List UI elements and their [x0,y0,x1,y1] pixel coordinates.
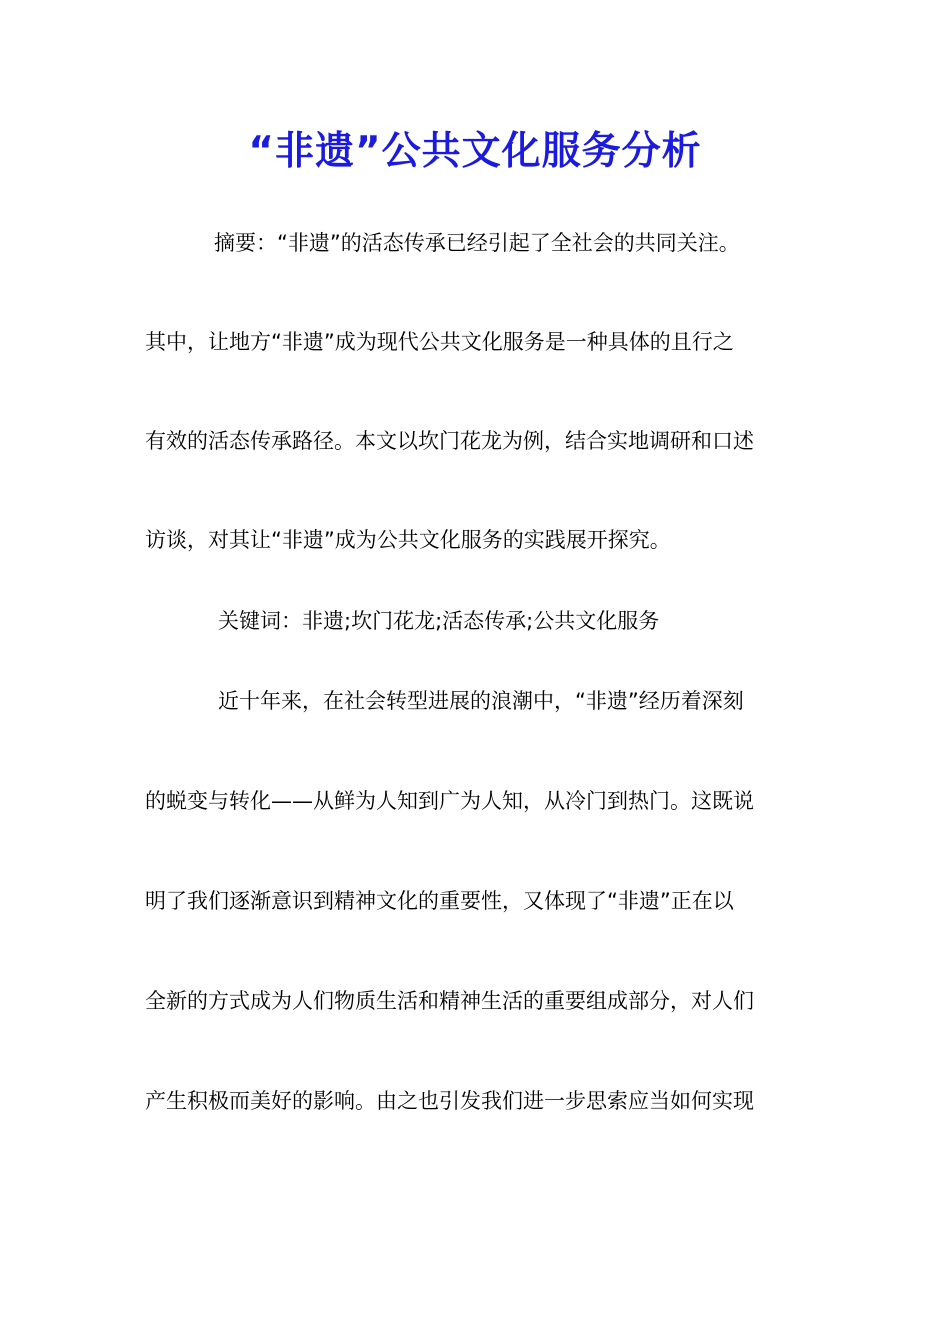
abstract-line-2: 其中，让地方“非遗”成为现代公共文化服务是一种具体的且行之 [145,330,734,354]
body-line-1: 近十年来，在社会转型进展的浪潮中，“非遗”经历着深刻 [218,689,744,713]
body-line-2: 的蜕变与转化——从鲜为人知到广为人知，从冷门到热门。这既说 [145,789,754,813]
body-line-5: 产生积极而美好的影响。由之也引发我们进一步思索应当如何实现 [145,1089,754,1113]
abstract-line-4: 访谈，对其让“非遗”成为公共文化服务的实践展开探究。 [145,528,671,552]
body-line-4: 全新的方式成为人们物质生活和精神生活的重要组成部分，对人们 [145,989,754,1013]
abstract-line-3: 有效的活态传承路径。本文以坎门花龙为例，结合实地调研和口述 [145,429,754,453]
body-line-3: 明了我们逐渐意识到精神文化的重要性，又体现了“非遗”正在以 [145,889,734,913]
keywords-line: 关键词：非遗;坎门花龙;活态传承;公共文化服务 [218,609,660,633]
document-title: “非遗”公共文化服务分析 [248,129,702,174]
abstract-line-1: 摘要：“非遗”的活态传承已经引起了全社会的共同关注。 [214,231,740,255]
